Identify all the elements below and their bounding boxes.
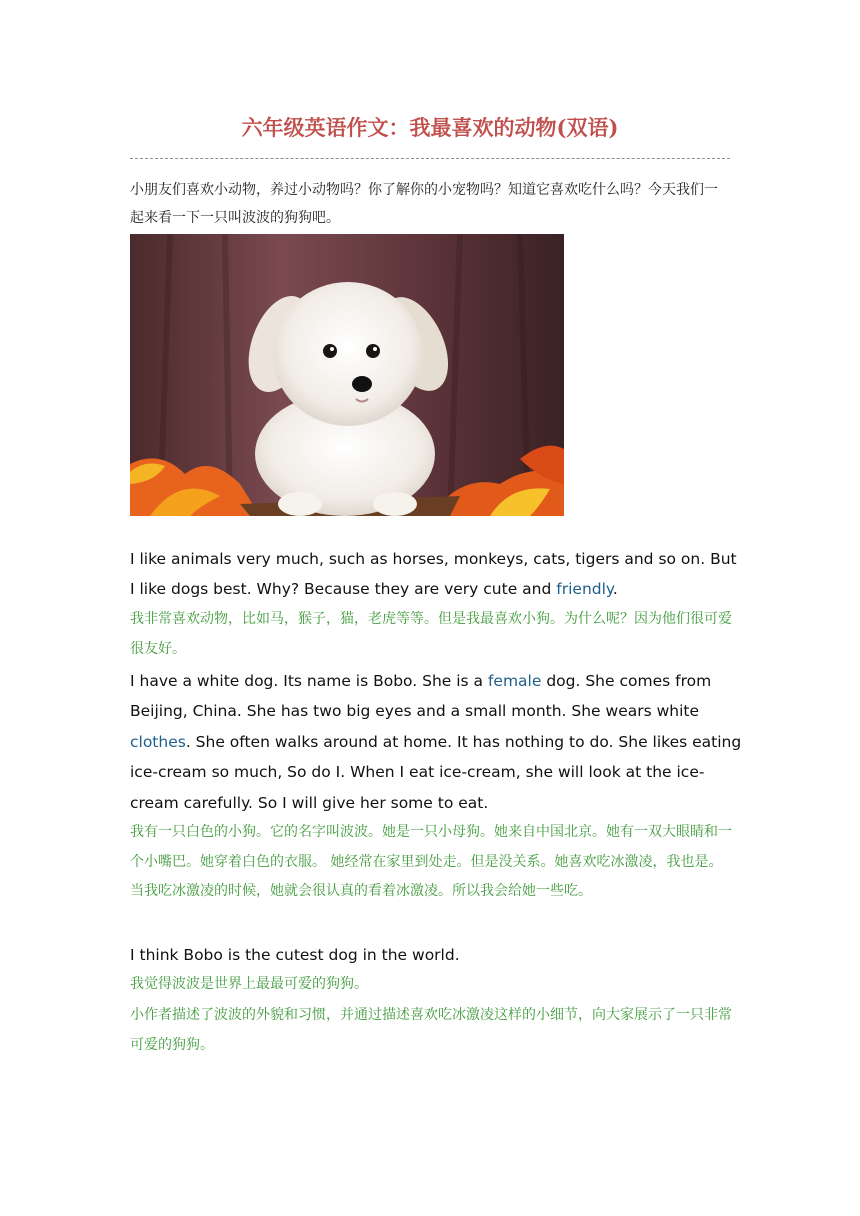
chinese-paragraph-1: 我非常喜欢动物，比如马，猴子，猫，老虎等等。但是我最喜欢小狗。为什么呢？因为他们很可爱很友好。: [130, 611, 732, 657]
intro-paragraph: 小朋友们喜欢小动物，养过小动物吗？你了解你的小宠物吗？知道它喜欢吃什么吗？今天我们一起来看一下一只叫波波的狗狗吧。: [130, 182, 718, 226]
english-paragraph-1: I like animals very much, such as horses, monkeys, cats, tigers and so on. But I like dogs best. Why? Because they are very cute and friendly.: [130, 550, 737, 599]
puppy-photo: [130, 234, 564, 516]
page-title: 六年级英语作文：我最喜欢的动物(双语): [241, 115, 619, 140]
keyword-female: female: [487, 672, 542, 690]
chinese-paragraph-3: 我觉得波波是世界上最最可爱的狗狗。: [130, 976, 368, 992]
editor-comment: 小作者描述了波波的外貌和习惯，并通过描述喜欢吃冰激凌这样的小细节，向大家展示了一只非常可爱的狗狗。: [130, 1007, 732, 1053]
keyword-clothes: clothes: [130, 732, 186, 751]
keyword-friendly: friendly: [556, 580, 613, 599]
title-divider: [130, 158, 730, 159]
english-paragraph-3: I think Bobo is the cutest dog in the world.: [130, 946, 460, 964]
english-paragraph-2: I have a white dog. Its name is Bobo. She is a female dog. She comes from Beijing, China. She has two big eyes and a small month. She wears white clothes. She often walks around at home. It has nothing to do. She likes eating ice-cream so much, So do I. When I eat ice-cream, she will look at the ice-cream carefully. So I will give her some to eat.: [130, 672, 742, 812]
chinese-paragraph-2: 我有一只白色的小狗。它的名字叫波波。她是一只小母狗。她来自中国北京。她有一双大眼睛和一个小嘴巴。她穿着白色的衣服。 她经常在家里到处走。但是没关系。她喜欢吃冰激凌，我也是。当我吃冰激凌的时候，她就会很认真的看着冰激凌。所以我会给她一些吃。: [130, 824, 732, 899]
